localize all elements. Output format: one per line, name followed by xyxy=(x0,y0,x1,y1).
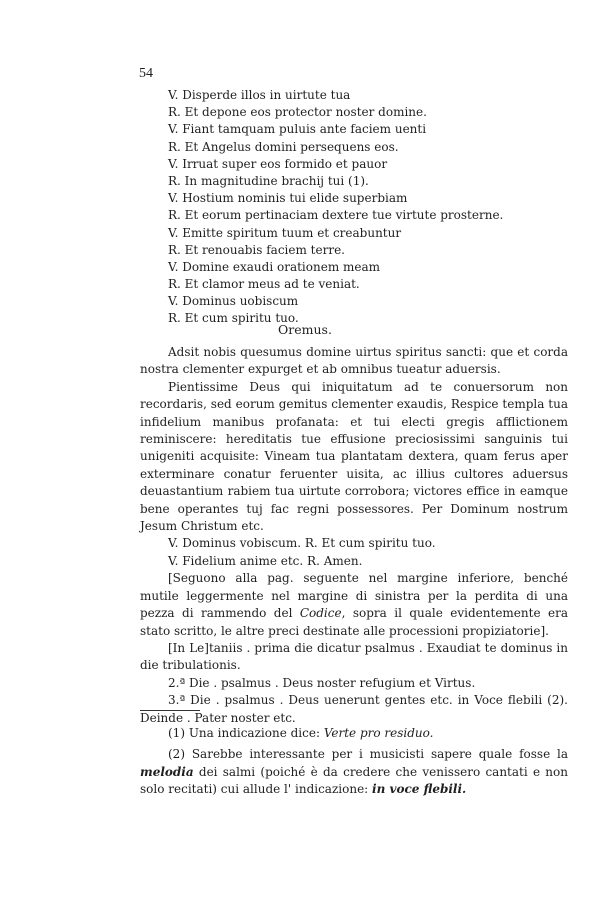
versicle-line: V. Emitte spiritum tuum et creabuntur xyxy=(168,225,402,240)
footnote-2-melodia: melodia xyxy=(140,764,194,779)
paragraph-second-day: 2.ª Die . psalmus . Deus noster refugium et Virtus. xyxy=(168,675,476,690)
versicle-line: R. Et Angelus domini persequens eos. xyxy=(168,139,399,154)
prayer-body xyxy=(140,344,568,727)
footnote-2 xyxy=(140,746,568,798)
versicle-line: R. Et clamor meus ad te veniat. xyxy=(168,277,360,292)
versicle-line: V. Disperde illos in uirtute tua xyxy=(168,88,351,102)
versicle-line: R. Et cum spiritu tuo. xyxy=(168,311,299,326)
paragraph-editorial-note xyxy=(140,570,568,640)
versicle-line: V. Hostium nominis tui elide superbiam xyxy=(168,191,408,206)
versicle-list xyxy=(168,87,548,328)
versicle-line: V. Irruat super eos formido et pauor xyxy=(168,156,388,171)
footnote-1 xyxy=(140,725,568,742)
editorial-text: [Seguono alla pag. seguente nel margine inferiore, benché mutile leggermente nel margine di sinistra per la perdita di una pezza di rammendo del xyxy=(140,571,568,621)
section-heading: Oremus. xyxy=(278,322,332,337)
paragraph-adsit: Adsit nobis quesumus domine uirtus spiritus sancti: que et corda nostra clementer expurget et ab omnibus tueatur aduersis. xyxy=(140,345,568,377)
versicle-line: R. In magnitudine brachij tui (1). xyxy=(168,173,369,188)
paragraph-third-day: 3.ª Die . psalmus . Deus uenerunt gentes etc. in Voce flebili (2). Deinde . Pater noster etc. xyxy=(140,693,568,725)
versicle-line: R. Et eorum pertinaciam dextere tue virtute prosterne. xyxy=(168,208,504,223)
page-number: 54 xyxy=(139,66,153,81)
codice-italic: Codice xyxy=(299,606,342,621)
versicle-line: V. Fiant tamquam puluis ante faciem uenti xyxy=(168,122,427,137)
footnote-1-text: (1) Una indicazione dice: xyxy=(168,726,324,740)
footnotes xyxy=(140,725,568,803)
footnote-2-italic: in voce flebili. xyxy=(372,782,467,797)
versicle-line: V. Domine exaudi orationem meam xyxy=(168,259,381,274)
paragraph-letaniis: [In Le]taniis . prima die dicatur psalmus . Exaudiat te dominus in die tribulationis. xyxy=(140,640,568,673)
footnote-1-italic: Verte pro residuo. xyxy=(323,726,434,740)
footnote-2-text-end: dei salmi (poiché è da credere che venissero cantati e non solo recitati) cui allude l' indicazione: xyxy=(140,764,568,797)
footnote-2-text: (2) Sarebbe interessante per i musicisti sapere quale fosse la xyxy=(168,747,568,762)
versicle-line: V. Dominus uobiscum xyxy=(168,294,299,309)
versicle-line: R. Et renouabis faciem terre. xyxy=(168,242,345,257)
paragraph-pientissime: Pientissime Deus qui iniquitatum ad te conuersorum non recordaris, sed eorum gemitus clementer exaudis, Respice templa tua infidelium manibus profanata: et tui electi gregis afflictionem reminiscere: hereditatis tue effusione preciosissimi sanguinis tui unigeniti acquisite: Vineam tua plantatam dextera, quam ferus aper exterminare conatur feruenter uisita, ac illius cultores aduersus deuastantium rabiem tua uirtute corrobora; victores effice in eamque bene operantes tuj fac regni possessores. Per Dominum nostrum Jesum Christum etc. xyxy=(140,379,568,534)
footnote-divider xyxy=(140,710,200,711)
paragraph-fidelium: V. Fidelium anime etc. R. Amen. xyxy=(168,553,363,568)
versicle-line: R. Et depone eos protector noster domine. xyxy=(168,105,427,120)
paragraph-dominus: V. Dominus vobiscum. R. Et cum spiritu tuo. xyxy=(168,536,436,551)
editorial-text-end: , sopra il quale evidentemente era stato scritto, le altre preci destinate alle processioni propiziatorie]. xyxy=(140,606,568,638)
